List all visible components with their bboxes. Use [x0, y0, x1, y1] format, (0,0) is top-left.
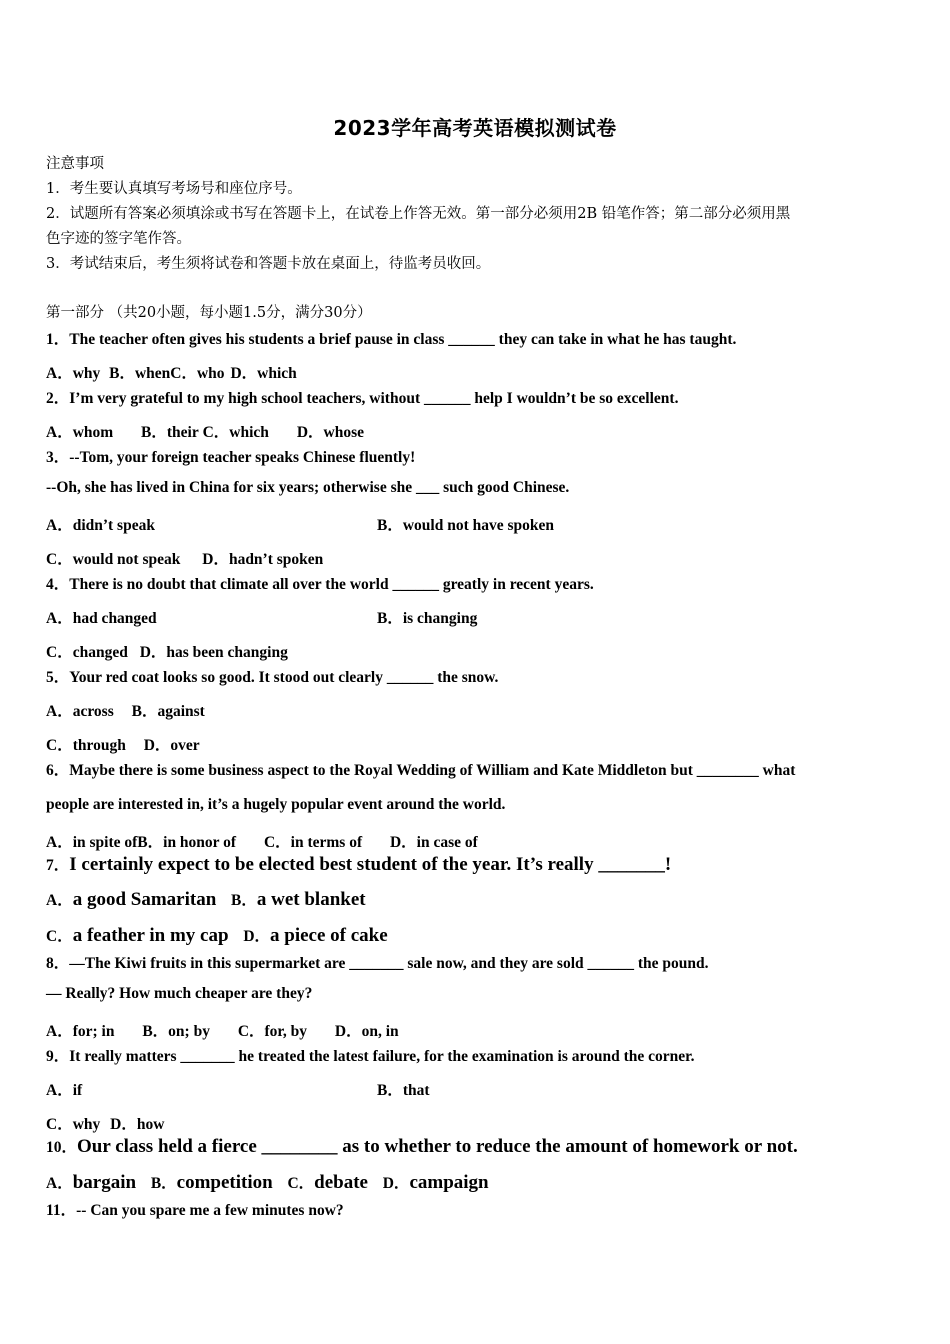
option-row	[46, 1112, 164, 1134]
question-number: 10．	[46, 1139, 78, 1156]
question-stem: 9．It really matters _______ he treated the latest failure, for the examination is around the corner.	[46, 1048, 695, 1065]
option-c[interactable]: C．changed	[46, 644, 128, 661]
question-stem-2: people are interested in, it’s a hugely popular event around the world.	[46, 796, 506, 813]
option-text: a feather in my cap	[72, 925, 229, 946]
notice-item: 3．考试结束后，考生须将试卷和答题卡放在桌面上，待监考员收回。	[46, 256, 491, 272]
option-c[interactable]: C．for, by	[237, 1023, 308, 1040]
option-c[interactable]: C．which	[202, 424, 269, 441]
option-d[interactable]	[383, 1171, 489, 1194]
question-stem: 2．I’m very grateful to my high school teachers, without ______ help I wouldn’t be so excellent.	[46, 390, 679, 407]
option-row	[46, 888, 366, 911]
option-c[interactable]: C．would not speak	[46, 551, 181, 568]
option-text: a good Samaritan	[72, 889, 217, 910]
question-text: Our class held a fierce ________ as to whether to reduce the amount of homework or not.	[77, 1136, 798, 1157]
option-c[interactable]: C．through	[46, 737, 126, 754]
question-stem-2: — Really? How much cheaper are they?	[46, 985, 313, 1002]
option-letter: A．	[46, 1175, 73, 1192]
option-row	[46, 1171, 489, 1194]
option-a[interactable]: A．if	[46, 1082, 83, 1099]
option-a[interactable]: A．for; in	[46, 1023, 115, 1040]
option-letter: D．	[243, 928, 271, 945]
option-d[interactable]: D．whose	[296, 424, 364, 441]
question-stem: 8．—The Kiwi fruits in this supermarket are _______ sale now, and they are sold ______ the pound.	[46, 955, 709, 972]
question-stem	[46, 853, 671, 876]
option-text: campaign	[409, 1172, 489, 1193]
option-row	[46, 640, 288, 662]
option-b[interactable]: B．on; by	[142, 1023, 210, 1040]
option-row	[46, 547, 323, 569]
option-a[interactable]	[46, 1171, 136, 1194]
option-a[interactable]: A．didn’t speak	[46, 517, 155, 534]
question-stem: 5．Your red coat looks so good. It stood out clearly ______ the snow.	[46, 669, 499, 686]
part-heading: 第一部分 （共20小题，每小题1.5分，满分30分）	[46, 305, 372, 321]
option-letter: B．	[231, 892, 257, 909]
option-text: a piece of cake	[270, 925, 388, 946]
option-a[interactable]: A．why	[46, 365, 101, 382]
notice-item: 2．试题所有答案必须填涂或书写在答题卡上，在试卷上作答无效。第一部分必须用2B 铅笔作答；第二部分必须用黑	[46, 206, 791, 222]
option-b[interactable]: B．against	[131, 703, 205, 720]
option-row	[46, 830, 478, 852]
question-number: 7．	[46, 857, 70, 874]
question-stem: 4．There is no doubt that climate all over the world ______ greatly in recent years.	[46, 576, 594, 593]
option-letter: D．	[382, 1175, 410, 1192]
option-row	[46, 699, 205, 721]
option-d[interactable]: D．how	[110, 1116, 165, 1133]
option-c[interactable]	[46, 924, 229, 947]
option-text: bargain	[72, 1172, 137, 1193]
question-stem-2: --Oh, she has lived in China for six years; otherwise she ___ such good Chinese.	[46, 479, 570, 496]
option-a[interactable]: A．across	[46, 703, 114, 720]
option-d[interactable]	[243, 924, 387, 947]
option-d[interactable]: D．hadn’t spoken	[202, 551, 324, 568]
option-d[interactable]: D．in case of	[389, 834, 478, 851]
option-d[interactable]: D．over	[143, 737, 200, 754]
option-c[interactable]: C．who	[170, 365, 225, 382]
notice-item: 1．考生要认真填写考场号和座位序号。	[46, 181, 302, 197]
option-letter: A．	[46, 892, 73, 909]
option-row	[46, 733, 200, 755]
option-a[interactable]: A．had changed	[46, 610, 157, 627]
option-a[interactable]	[46, 888, 216, 911]
option-text: debate	[314, 1172, 368, 1193]
option-b[interactable]: B．their	[141, 424, 199, 441]
option-a[interactable]: A．in spite of	[46, 834, 138, 851]
option-d[interactable]: D．which	[230, 365, 297, 382]
option-a[interactable]: A．whom	[46, 424, 114, 441]
question-text: I certainly expect to be elected best student of the year. It’s really _______!	[69, 854, 672, 875]
option-b[interactable]: B．in honor of	[137, 834, 237, 851]
option-b[interactable]: B．when	[109, 365, 171, 382]
option-b[interactable]: B．would not have spoken	[377, 517, 555, 534]
option-d[interactable]: D．has been changing	[139, 644, 288, 661]
option-b[interactable]	[231, 888, 366, 911]
question-stem: 11．-- Can you spare me a few minutes now?	[46, 1202, 344, 1219]
option-b[interactable]	[151, 1171, 273, 1194]
option-row	[46, 361, 297, 383]
option-row	[46, 924, 388, 947]
option-c[interactable]: C．in terms of	[263, 834, 363, 851]
option-text: a wet blanket	[256, 889, 366, 910]
option-row	[46, 420, 364, 442]
option-c[interactable]	[287, 1171, 368, 1194]
page-title: 2023学年高考英语模拟测试卷	[333, 116, 617, 140]
option-row	[46, 1019, 399, 1041]
question-stem	[46, 1135, 798, 1158]
notice-item: 色字迹的签字笔作答。	[46, 231, 191, 247]
option-letter: C．	[46, 928, 73, 945]
option-text: competition	[176, 1172, 273, 1193]
option-c[interactable]: C．why	[46, 1116, 101, 1133]
option-letter: B．	[150, 1175, 177, 1192]
question-stem: 3．--Tom, your foreign teacher speaks Chinese fluently!	[46, 449, 416, 466]
option-b[interactable]: B．is changing	[377, 610, 478, 627]
option-d[interactable]: D．on, in	[334, 1023, 399, 1040]
notice-heading: 注意事项	[46, 156, 104, 172]
option-letter: C．	[287, 1175, 315, 1192]
question-stem: 1．The teacher often gives his students a brief pause in class ______ they can take in what he has taught.	[46, 331, 737, 348]
option-b[interactable]: B．that	[377, 1082, 430, 1099]
question-stem: 6．Maybe there is some business aspect to the Royal Wedding of William and Kate Middleton but ________ what	[46, 762, 796, 779]
